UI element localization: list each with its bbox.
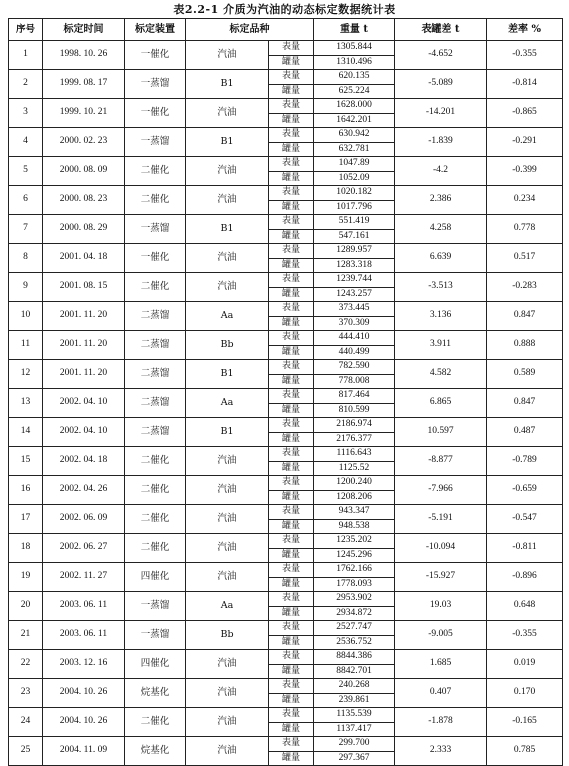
table-row — [9, 476, 563, 491]
row-product: 汽油 — [186, 41, 269, 70]
row-index: 13 — [9, 389, 43, 418]
table-row — [9, 70, 563, 85]
tank-label: 罐量 — [269, 258, 314, 273]
meter-value: 373.445 — [314, 302, 395, 317]
row-unit: 一催化 — [125, 244, 186, 273]
row-index: 5 — [9, 157, 43, 186]
row-unit: 一蒸馏 — [125, 592, 186, 621]
row-difference: 4.258 — [395, 215, 487, 244]
row-index: 14 — [9, 418, 43, 447]
row-unit: 四催化 — [125, 650, 186, 679]
row-unit: 一催化 — [125, 41, 186, 70]
tank-label: 罐量 — [269, 635, 314, 650]
tank-value: 2536.752 — [314, 635, 395, 650]
tank-label: 罐量 — [269, 403, 314, 418]
row-date: 2003. 06. 11 — [43, 621, 125, 650]
meter-label: 表量 — [269, 273, 314, 288]
tank-label: 罐量 — [269, 142, 314, 157]
row-rate: 0.487 — [487, 418, 563, 447]
row-unit: 烷基化 — [125, 679, 186, 708]
row-difference: 1.685 — [395, 650, 487, 679]
row-date: 2003. 06. 11 — [43, 592, 125, 621]
table-row — [9, 534, 563, 549]
row-index: 20 — [9, 592, 43, 621]
row-rate: 0.589 — [487, 360, 563, 389]
row-unit: 一蒸馏 — [125, 70, 186, 99]
row-unit: 二催化 — [125, 186, 186, 215]
table-row — [9, 621, 563, 636]
row-difference: -1.878 — [395, 708, 487, 737]
row-difference: 4.582 — [395, 360, 487, 389]
table-row — [9, 331, 563, 346]
row-difference: -4.652 — [395, 41, 487, 70]
row-difference: 3.911 — [395, 331, 487, 360]
row-unit: 二催化 — [125, 505, 186, 534]
row-rate: 0.785 — [487, 737, 563, 766]
row-difference: 2.386 — [395, 186, 487, 215]
meter-label: 表量 — [269, 650, 314, 665]
row-index: 18 — [9, 534, 43, 563]
header-unit: 标定装置 — [125, 19, 186, 41]
row-unit: 一蒸馏 — [125, 621, 186, 650]
row-rate: 0.847 — [487, 389, 563, 418]
row-product: 汽油 — [186, 476, 269, 505]
row-rate: -0.789 — [487, 447, 563, 476]
table-row — [9, 563, 563, 578]
row-unit: 二催化 — [125, 157, 186, 186]
row-product: 汽油 — [186, 186, 269, 215]
row-rate: -0.165 — [487, 708, 563, 737]
row-date: 2001. 04. 18 — [43, 244, 125, 273]
table-row — [9, 215, 563, 230]
row-index: 22 — [9, 650, 43, 679]
meter-label: 表量 — [269, 244, 314, 259]
meter-label: 表量 — [269, 157, 314, 172]
row-index: 24 — [9, 708, 43, 737]
row-date: 2002. 04. 10 — [43, 418, 125, 447]
row-date: 2000. 08. 29 — [43, 215, 125, 244]
row-product: Bb — [186, 331, 269, 360]
meter-label: 表量 — [269, 737, 314, 752]
row-index: 16 — [9, 476, 43, 505]
meter-value: 817.464 — [314, 389, 395, 404]
tank-value: 8842.701 — [314, 664, 395, 679]
row-rate: -0.283 — [487, 273, 563, 302]
header-row — [9, 19, 563, 41]
tank-value: 547.161 — [314, 229, 395, 244]
row-date: 1998. 10. 26 — [43, 41, 125, 70]
tank-value: 948.538 — [314, 519, 395, 534]
tank-value: 625.224 — [314, 84, 395, 99]
row-difference: 10.597 — [395, 418, 487, 447]
row-date: 1999. 10. 21 — [43, 99, 125, 128]
meter-value: 943.347 — [314, 505, 395, 520]
table-row — [9, 592, 563, 607]
tank-label: 罐量 — [269, 113, 314, 128]
meter-value: 1628.000 — [314, 99, 395, 114]
table-row — [9, 41, 563, 56]
meter-value: 782.590 — [314, 360, 395, 375]
row-date: 2001. 11. 20 — [43, 331, 125, 360]
row-difference: 3.136 — [395, 302, 487, 331]
row-difference: -14.201 — [395, 99, 487, 128]
row-date: 2001. 11. 20 — [43, 302, 125, 331]
meter-value: 1200.240 — [314, 476, 395, 491]
meter-label: 表量 — [269, 447, 314, 462]
table-row — [9, 128, 563, 143]
meter-label: 表量 — [269, 418, 314, 433]
tank-value: 1052.09 — [314, 171, 395, 186]
meter-label: 表量 — [269, 70, 314, 85]
table-row — [9, 244, 563, 259]
row-product: Aa — [186, 302, 269, 331]
row-product: 汽油 — [186, 534, 269, 563]
meter-label: 表量 — [269, 186, 314, 201]
row-difference: 0.407 — [395, 679, 487, 708]
tank-value: 2176.377 — [314, 432, 395, 447]
row-difference: 2.333 — [395, 737, 487, 766]
meter-label: 表量 — [269, 331, 314, 346]
table-caption: 表2.2-1 介质为汽油的动态标定数据统计表 — [173, 3, 396, 16]
tank-value: 810.599 — [314, 403, 395, 418]
table-row — [9, 389, 563, 404]
row-date: 2004. 10. 26 — [43, 679, 125, 708]
row-unit: 二蒸馏 — [125, 302, 186, 331]
tank-label: 罐量 — [269, 432, 314, 447]
row-date: 2004. 11. 09 — [43, 737, 125, 766]
row-index: 12 — [9, 360, 43, 389]
row-date: 2000. 02. 23 — [43, 128, 125, 157]
tank-label: 罐量 — [269, 606, 314, 621]
tank-value: 239.861 — [314, 693, 395, 708]
meter-label: 表量 — [269, 41, 314, 56]
tank-value: 440.499 — [314, 345, 395, 360]
row-rate: 0.234 — [487, 186, 563, 215]
tank-label: 罐量 — [269, 519, 314, 534]
row-product: 汽油 — [186, 679, 269, 708]
row-difference: -3.513 — [395, 273, 487, 302]
row-index: 4 — [9, 128, 43, 157]
row-unit: 二催化 — [125, 447, 186, 476]
tank-value: 1245.296 — [314, 548, 395, 563]
tank-label: 罐量 — [269, 490, 314, 505]
row-product: 汽油 — [186, 99, 269, 128]
tank-label: 罐量 — [269, 664, 314, 679]
table-row — [9, 708, 563, 723]
tank-label: 罐量 — [269, 577, 314, 592]
meter-label: 表量 — [269, 592, 314, 607]
tank-label: 罐量 — [269, 55, 314, 70]
row-difference: -5.089 — [395, 70, 487, 99]
tank-label: 罐量 — [269, 461, 314, 476]
row-index: 19 — [9, 563, 43, 592]
tank-label: 罐量 — [269, 200, 314, 215]
table-row — [9, 273, 563, 288]
row-rate: -0.814 — [487, 70, 563, 99]
row-rate: -0.811 — [487, 534, 563, 563]
row-date: 2002. 04. 26 — [43, 476, 125, 505]
tank-value: 297.367 — [314, 751, 395, 766]
row-difference: -8.877 — [395, 447, 487, 476]
row-index: 23 — [9, 679, 43, 708]
meter-label: 表量 — [269, 389, 314, 404]
meter-label: 表量 — [269, 505, 314, 520]
row-product: B1 — [186, 360, 269, 389]
meter-label: 表量 — [269, 360, 314, 375]
row-difference: -10.094 — [395, 534, 487, 563]
row-date: 2002. 06. 27 — [43, 534, 125, 563]
meter-value: 620.135 — [314, 70, 395, 85]
row-unit: 一蒸馏 — [125, 215, 186, 244]
tank-value: 1310.496 — [314, 55, 395, 70]
row-date: 2001. 11. 20 — [43, 360, 125, 389]
header-index: 序号 — [9, 19, 43, 41]
tank-value: 1778.093 — [314, 577, 395, 592]
row-date: 2000. 08. 09 — [43, 157, 125, 186]
row-difference: 6.639 — [395, 244, 487, 273]
tank-value: 1283.318 — [314, 258, 395, 273]
row-unit: 烷基化 — [125, 737, 186, 766]
row-index: 9 — [9, 273, 43, 302]
row-unit: 四催化 — [125, 563, 186, 592]
table-row — [9, 302, 563, 317]
row-product: 汽油 — [186, 737, 269, 766]
row-difference: -9.005 — [395, 621, 487, 650]
row-index: 25 — [9, 737, 43, 766]
row-rate: -0.355 — [487, 621, 563, 650]
tank-value: 1243.257 — [314, 287, 395, 302]
row-unit: 二蒸馏 — [125, 360, 186, 389]
meter-label: 表量 — [269, 534, 314, 549]
meter-value: 551.419 — [314, 215, 395, 230]
meter-value: 1305.844 — [314, 41, 395, 56]
row-rate: -0.659 — [487, 476, 563, 505]
meter-value: 299.700 — [314, 737, 395, 752]
meter-value: 1235.202 — [314, 534, 395, 549]
row-index: 10 — [9, 302, 43, 331]
row-rate: -0.547 — [487, 505, 563, 534]
table-row — [9, 157, 563, 172]
row-unit: 二蒸馏 — [125, 389, 186, 418]
meter-label: 表量 — [269, 621, 314, 636]
row-unit: 二催化 — [125, 708, 186, 737]
row-date: 2000. 08. 23 — [43, 186, 125, 215]
row-product: B1 — [186, 70, 269, 99]
table-body — [9, 41, 563, 766]
row-product: B1 — [186, 128, 269, 157]
row-unit: 二催化 — [125, 273, 186, 302]
tank-label: 罐量 — [269, 693, 314, 708]
row-date: 2002. 11. 27 — [43, 563, 125, 592]
header-product: 标定品种 — [186, 19, 314, 41]
row-product: 汽油 — [186, 563, 269, 592]
meter-value: 2527.747 — [314, 621, 395, 636]
tank-value: 1208.206 — [314, 490, 395, 505]
tank-label: 罐量 — [269, 722, 314, 737]
row-index: 7 — [9, 215, 43, 244]
table-row — [9, 99, 563, 114]
meter-value: 1020.182 — [314, 186, 395, 201]
meter-label: 表量 — [269, 128, 314, 143]
table-row — [9, 505, 563, 520]
row-rate: -0.896 — [487, 563, 563, 592]
table-row — [9, 447, 563, 462]
row-date: 2002. 06. 09 — [43, 505, 125, 534]
meter-label: 表量 — [269, 99, 314, 114]
table-row — [9, 650, 563, 665]
row-difference: -15.927 — [395, 563, 487, 592]
row-index: 11 — [9, 331, 43, 360]
row-rate: -0.865 — [487, 99, 563, 128]
tank-value: 2934.872 — [314, 606, 395, 621]
tank-value: 1125.52 — [314, 461, 395, 476]
row-unit: 二催化 — [125, 534, 186, 563]
row-difference: -5.191 — [395, 505, 487, 534]
tank-label: 罐量 — [269, 345, 314, 360]
meter-label: 表量 — [269, 708, 314, 723]
meter-value: 444.410 — [314, 331, 395, 346]
header-date: 标定时间 — [43, 19, 125, 41]
row-difference: 19.03 — [395, 592, 487, 621]
row-difference: -7.966 — [395, 476, 487, 505]
tank-value: 1017.796 — [314, 200, 395, 215]
tank-value: 632.781 — [314, 142, 395, 157]
row-index: 21 — [9, 621, 43, 650]
row-rate: 0.778 — [487, 215, 563, 244]
row-date: 1999. 08. 17 — [43, 70, 125, 99]
table-row — [9, 679, 563, 694]
row-date: 2003. 12. 16 — [43, 650, 125, 679]
table-row — [9, 186, 563, 201]
meter-label: 表量 — [269, 476, 314, 491]
row-unit: 一催化 — [125, 99, 186, 128]
tank-value: 778.008 — [314, 374, 395, 389]
row-rate: -0.291 — [487, 128, 563, 157]
table-row — [9, 737, 563, 752]
row-date: 2002. 04. 18 — [43, 447, 125, 476]
meter-value: 1239.744 — [314, 273, 395, 288]
meter-value: 1762.166 — [314, 563, 395, 578]
row-unit: 二蒸馏 — [125, 418, 186, 447]
row-product: 汽油 — [186, 244, 269, 273]
header-weight: 重量 t — [314, 19, 395, 41]
row-rate: 0.170 — [487, 679, 563, 708]
row-product: 汽油 — [186, 157, 269, 186]
calibration-stats-table — [8, 18, 563, 766]
meter-value: 240.268 — [314, 679, 395, 694]
row-date: 2002. 04. 10 — [43, 389, 125, 418]
row-rate: 0.888 — [487, 331, 563, 360]
tank-label: 罐量 — [269, 751, 314, 766]
row-rate: 0.648 — [487, 592, 563, 621]
row-product: 汽油 — [186, 650, 269, 679]
header-rate: 差率 % — [487, 19, 563, 41]
tank-label: 罐量 — [269, 374, 314, 389]
row-index: 15 — [9, 447, 43, 476]
row-index: 1 — [9, 41, 43, 70]
meter-value: 1047.89 — [314, 157, 395, 172]
meter-label: 表量 — [269, 563, 314, 578]
tank-label: 罐量 — [269, 229, 314, 244]
row-index: 2 — [9, 70, 43, 99]
row-product: 汽油 — [186, 505, 269, 534]
tank-value: 1642.201 — [314, 113, 395, 128]
meter-label: 表量 — [269, 215, 314, 230]
meter-label: 表量 — [269, 302, 314, 317]
row-difference: -4.2 — [395, 157, 487, 186]
row-index: 8 — [9, 244, 43, 273]
row-unit: 二蒸馏 — [125, 331, 186, 360]
row-product: 汽油 — [186, 447, 269, 476]
row-index: 6 — [9, 186, 43, 215]
tank-value: 1137.417 — [314, 722, 395, 737]
row-date: 2001. 08. 15 — [43, 273, 125, 302]
meter-value: 1289.957 — [314, 244, 395, 259]
row-index: 17 — [9, 505, 43, 534]
row-unit: 一蒸馏 — [125, 128, 186, 157]
row-product: 汽油 — [186, 708, 269, 737]
row-rate: 0.019 — [487, 650, 563, 679]
meter-value: 8844.386 — [314, 650, 395, 665]
row-rate: 0.847 — [487, 302, 563, 331]
table-row — [9, 418, 563, 433]
row-rate: -0.355 — [487, 41, 563, 70]
meter-value: 1116.643 — [314, 447, 395, 462]
tank-label: 罐量 — [269, 84, 314, 99]
tank-label: 罐量 — [269, 316, 314, 331]
row-date: 2004. 10. 26 — [43, 708, 125, 737]
meter-value: 630.942 — [314, 128, 395, 143]
meter-value: 1135.539 — [314, 708, 395, 723]
row-product: B1 — [186, 215, 269, 244]
row-index: 3 — [9, 99, 43, 128]
row-difference: -1.839 — [395, 128, 487, 157]
tank-label: 罐量 — [269, 171, 314, 186]
meter-value: 2186.974 — [314, 418, 395, 433]
row-rate: 0.517 — [487, 244, 563, 273]
table-row — [9, 360, 563, 375]
row-rate: -0.399 — [487, 157, 563, 186]
header-difference: 表罐差 t — [395, 19, 487, 41]
row-unit: 二催化 — [125, 476, 186, 505]
tank-label: 罐量 — [269, 548, 314, 563]
meter-value: 2953.902 — [314, 592, 395, 607]
row-product: Bb — [186, 621, 269, 650]
tank-label: 罐量 — [269, 287, 314, 302]
meter-label: 表量 — [269, 679, 314, 694]
tank-value: 370.309 — [314, 316, 395, 331]
row-difference: 6.865 — [395, 389, 487, 418]
row-product: Aa — [186, 389, 269, 418]
row-product: 汽油 — [186, 273, 269, 302]
row-product: B1 — [186, 418, 269, 447]
row-product: Aa — [186, 592, 269, 621]
